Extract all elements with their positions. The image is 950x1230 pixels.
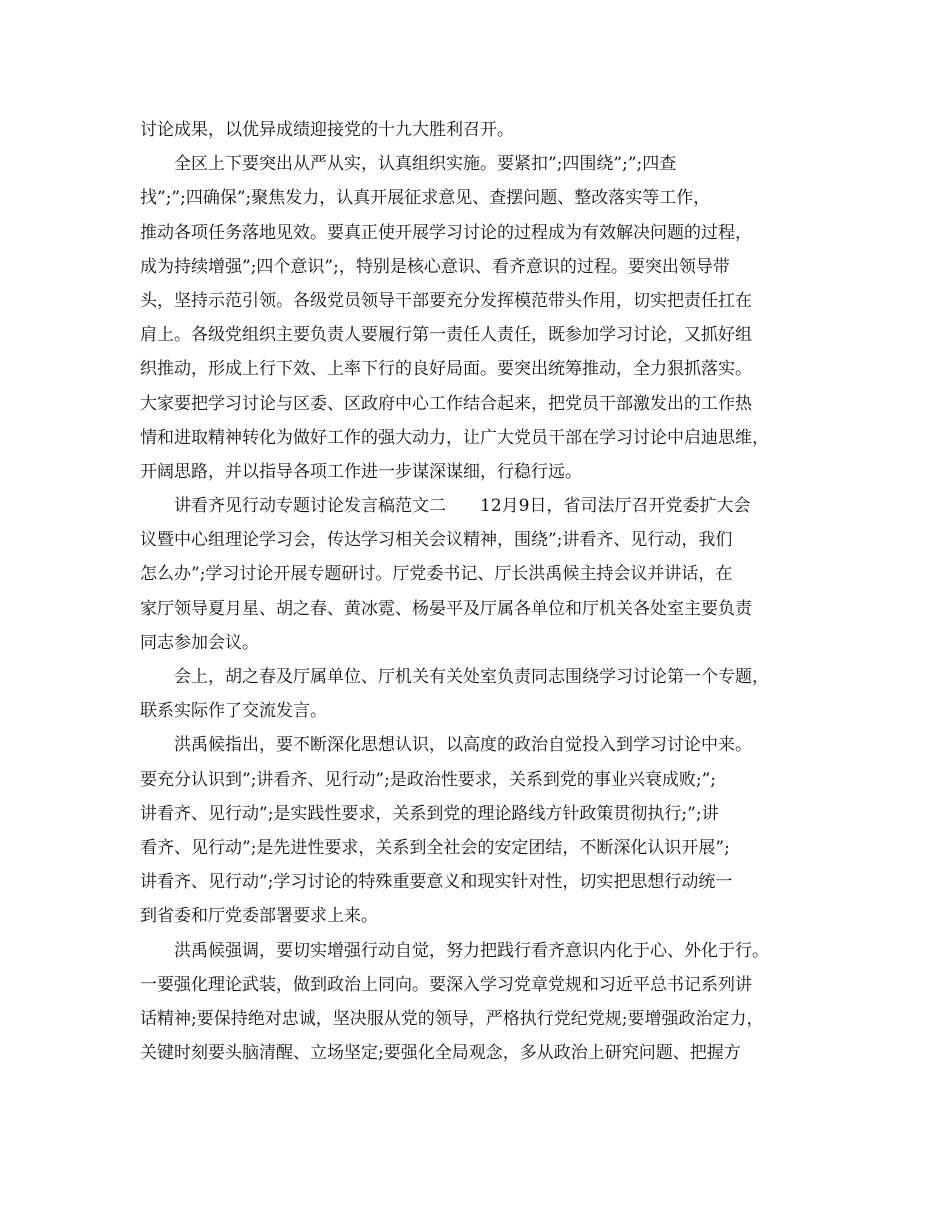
text-line: 关键时刻要头脑清醒、立场坚定;要强化全局观念，多从政治上研究问题、把握方 — [140, 1043, 741, 1064]
document-body — [140, 113, 830, 1070]
text-line: 讲看齐、见行动”;学习讨论的特殊重要意义和现实针对性，切实把思想行动统一 — [140, 872, 733, 893]
text-line: 讲看齐见行动专题讨论发言稿范文二 12月9日，省司法厅召开党委扩大会 — [174, 496, 751, 517]
text-line: 话精神;要保持绝对忠诚，坚决服从党的领导，严格执行党纪党规;要增强政治定力， — [140, 1008, 764, 1029]
text-line: 家厅领导夏月星、胡之春、黄冰霓、杨晏平及厅属各单位和厅机关各处室主要负责 — [140, 598, 752, 619]
text-line: 头，坚持示范引领。各级党员领导干部要充分发挥模范带头作用，切实把责任扛在 — [140, 290, 752, 311]
text-line: 看齐、见行动”;是先进性要求，关系到全社会的安定团结，不断深化认识开展”; — [140, 837, 730, 858]
text-line: 推动各项任务落地见效。要真正使开展学习讨论的过程成为有效解决问题的过程， — [140, 222, 752, 243]
text-line: 洪禹候强调，要切实增强行动自觉，努力把践行看齐意识内化于心、外化于行。 — [174, 940, 769, 961]
text-line: 一要强化理论武装，做到政治上同向。要深入学习党章党规和习近平总书记系列讲 — [140, 974, 752, 995]
text-line: 怎么办”;学习讨论开展专题研讨。厅党委书记、厅长洪禹候主持会议并讲话，在 — [140, 564, 733, 585]
text-line: 开阔思路，并以指导各项工作进一步谋深谋细，行稳行远。 — [140, 461, 582, 482]
text-line: 讲看齐、见行动”;是实践性要求，关系到党的理论路线方针政策贯彻执行;”;讲 — [140, 803, 719, 824]
text-line: 要充分认识到”;讲看齐、见行动”;是政治性要求，关系到党的事业兴衰成败;”; — [140, 769, 716, 790]
text-line: 肩上。各级党组织主要负责人要履行第一责任人责任，既参加学习讨论，又抓好组 — [140, 325, 752, 346]
text-line: 大家要把学习讨论与区委、区政府中心工作结合起来，把党员干部激发出的工作热 — [140, 393, 752, 414]
text-line: 到省委和厅党委部署要求上来。 — [140, 906, 378, 927]
text-line: 同志参加会议。 — [140, 632, 259, 653]
text-line: 洪禹候指出，要不断深化思想认识，以高度的政治自觉投入到学习讨论中来。 — [174, 735, 752, 756]
text-line: 成为持续增强”;四个意识”;，特别是核心意识、看齐意识的过程。要突出领导带 — [140, 256, 730, 277]
text-line: 讨论成果，以优异成绩迎接党的十九大胜利召开。 — [140, 120, 514, 140]
text-line: 会上，胡之春及厅属单位、厅机关有关处室负责同志围绕学习讨论第一个专题， — [174, 667, 769, 687]
text-line: 议暨中心组理论学习会，传达学习相关会议精神，围绕”;讲看齐、见行动，我们 — [140, 530, 733, 551]
text-line: 联系实际作了交流发言。 — [140, 701, 327, 722]
text-line: 织推动，形成上行下效、上率下行的良好局面。要突出统筹推动，全力狠抓落实。 — [140, 359, 752, 380]
text-line: 情和进取精神转化为做好工作的强大动力，让广大党员干部在学习讨论中启迪思维， — [140, 427, 769, 448]
text-line: 全区上下要突出从严从实，认真组织实施。要紧扣”;四围绕”;”;四查 — [174, 154, 677, 175]
text-line: 找”;”;四确保”;聚焦发力，认真开展征求意见、查摆问题、整改落实等工作， — [140, 188, 711, 209]
